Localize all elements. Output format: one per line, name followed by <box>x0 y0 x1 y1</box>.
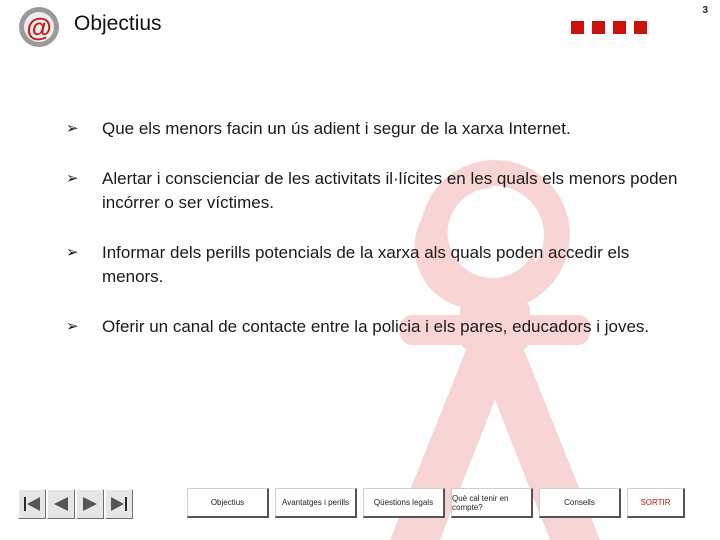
list-item <box>66 117 686 141</box>
list-item-text: Alertar i conscienciar de les activitats il·lícites en les quals els menors poden incórrer o ser víctimes. <box>102 169 678 212</box>
section-tabs <box>187 488 691 518</box>
tab-consells[interactable]: Consells <box>539 488 621 518</box>
list-item <box>66 315 686 339</box>
first-icon <box>22 495 42 513</box>
slide-navigation <box>18 489 134 519</box>
svg-text:@: @ <box>26 12 52 42</box>
list-item-text: Que els menors facin un ús adient i segur de la xarxa Internet. <box>102 119 571 138</box>
list-item <box>66 167 686 215</box>
square-icon <box>571 21 584 34</box>
list-item <box>66 241 686 289</box>
list-item-text: Oferir un canal de contacte entre la policia i els pares, educadors i joves. <box>102 317 650 336</box>
prev-icon <box>51 495 71 513</box>
last-slide-button[interactable] <box>105 489 133 519</box>
arrow-bullet-icon: ➢ <box>66 244 79 261</box>
tab-avantatges-perills[interactable]: Avantatges i perills <box>275 488 357 518</box>
arrow-bullet-icon: ➢ <box>66 170 79 187</box>
next-slide-button[interactable] <box>76 489 104 519</box>
square-icon <box>613 21 626 34</box>
next-icon <box>80 495 100 513</box>
page-number: 3 <box>702 5 708 16</box>
tab-questions-legals[interactable]: Qüestions legals <box>363 488 445 518</box>
arrow-bullet-icon: ➢ <box>66 120 79 137</box>
tab-que-cal-tenir-en-compte[interactable]: Què cal tenir en compte? <box>451 488 533 518</box>
list-item-text: Informar dels perills potencials de la xarxa als quals poden accedir els menors. <box>102 243 630 286</box>
prev-slide-button[interactable] <box>47 489 75 519</box>
square-icon <box>634 21 647 34</box>
app-logo-icon <box>18 6 60 48</box>
objectives-list <box>66 117 686 339</box>
first-slide-button[interactable] <box>18 489 46 519</box>
decorative-squares <box>571 21 647 34</box>
page-title: Objectius <box>74 12 162 35</box>
arrow-bullet-icon: ➢ <box>66 318 79 335</box>
square-icon <box>592 21 605 34</box>
last-icon <box>109 495 129 513</box>
tab-objectius[interactable]: Objectius <box>187 488 269 518</box>
exit-button[interactable]: SORTIR <box>627 488 685 518</box>
